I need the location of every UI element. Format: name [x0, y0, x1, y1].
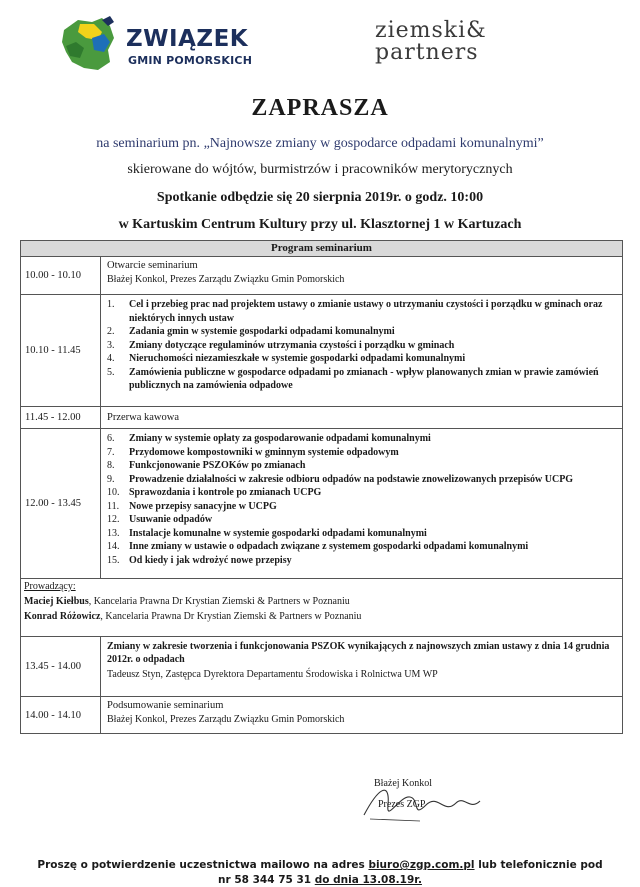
list-item: 15. Od kiedy i jak wdrożyć nowe przepisy — [107, 554, 292, 566]
row-title: Podsumowanie seminarium — [107, 700, 224, 711]
seminar-line — [0, 136, 640, 152]
footer-note: Proszę o potwierdzenie uczestnictwa mailowo na adres biuro@zgp.com.pl lub telefonicznie pod nr 58 344 75 31 do dnia 13.08.19r. — [37, 859, 603, 886]
row-title: Otwarcie seminarium — [107, 260, 198, 271]
list-item: 1. Cel i przebieg prac nad projektem ustawy o zmianie ustawy o utrzymaniu czystości i porządku w gminach oraz niektórych innych ustaw — [107, 299, 603, 324]
program-table — [20, 240, 623, 734]
list-item: 14. Inne zmiany w ustawie o odpadach związane z systemem gospodarki odpadami komunalnymi — [107, 541, 529, 552]
program-header: Program seminarium — [21, 241, 622, 256]
row-title: Przerwa kawowa — [107, 412, 180, 423]
list-item: 3. Zmiany dotyczące regulaminów utrzymania czystości i porządku w gminach — [107, 339, 455, 351]
list-item: 13. Instalacje komunalne w systemie gospodarki odpadami komunalnymi — [107, 527, 427, 539]
table-row — [21, 294, 622, 406]
topic-list-1 — [107, 298, 616, 393]
presenters-header: Prowadzący: — [24, 581, 76, 592]
table-row — [21, 428, 622, 578]
pomerania-map-icon — [58, 12, 122, 74]
signature-role: Prezes ZGP — [378, 799, 426, 810]
meeting-line: Spotkanie odbędzie się 20 sierpnia 2019r. o godz. 10:00 — [156, 190, 484, 205]
list-item: 4. Nieruchomości niezamieszkałe w systemie gospodarki odpadami komunalnymi — [107, 353, 466, 364]
list-item: 10. Sprawozdania i kontrole po zmianach UCPG — [107, 487, 322, 498]
list-item: 8. Funkcjonowanie PSZOKów po zmianach — [107, 460, 306, 471]
logo-title: ZWIĄZEK — [126, 26, 249, 52]
row-time: 14.00 - 14.10 — [21, 697, 101, 733]
signature-block — [360, 775, 540, 835]
zgp-logo — [58, 12, 268, 74]
list-item: 6. Zmiany w systemie opłaty za gospodarowanie odpadami komunalnymi — [107, 433, 431, 444]
list-item: 11. Nowe przepisy sanacyjne w UCPG — [107, 500, 277, 512]
list-item: 12. Usuwanie odpadów — [107, 514, 213, 525]
signature-name: Błażej Konkol — [374, 778, 433, 789]
logo-right-line1: ziemski& — [375, 18, 487, 43]
row-time: 13.45 - 14.00 — [21, 637, 101, 696]
table-row — [21, 696, 622, 733]
seminar-name: „Najnowsze zmiany w gospodarce odpadami komunalnymi” — [203, 136, 544, 151]
table-row — [21, 636, 622, 696]
deadline-text: do dnia 13.08.19r. — [314, 874, 422, 886]
row-title: Zmiany w zakresie tworzenia i funkcjonowania PSZOK wynikających z najnowszych zmian ustawy z dnia 14 grudnia 2012r. o odpadach — [107, 641, 610, 665]
logo-right-line2: partners — [375, 40, 479, 65]
addressed-line: skierowane do wójtów, burmistrzów i pracowników merytorycznych — [127, 162, 513, 177]
topic-list-2 — [107, 432, 616, 567]
row-speaker: Błażej Konkol, Prezes Zarządu Związku Gmin Pomorskich — [107, 274, 345, 285]
seminar-prefix: na seminarium pn. — [96, 136, 204, 151]
list-item: 2. Zadania gmin w systemie gospodarki odpadami komunalnymi — [107, 326, 395, 337]
list-item: 7. Przydomowe kompostowniki w gminnym systemie odpadowym — [107, 446, 399, 458]
row-time: 12.00 - 13.45 — [21, 429, 101, 578]
table-row — [21, 256, 622, 294]
row-speaker: Tadeusz Styn, Zastępca Dyrektora Departamentu Środowiska i Rolnictwa UM WP — [107, 669, 438, 680]
page-title: ZAPRASZA — [251, 95, 389, 121]
table-row — [21, 406, 622, 428]
contact-email-link[interactable]: biuro@zgp.com.pl — [368, 859, 475, 871]
row-time: 10.00 - 10.10 — [21, 257, 101, 294]
place-line: w Kartuskim Centrum Kultury przy ul. Klasztornej 1 w Kartuzach — [118, 217, 522, 232]
ziemski-partners-logo — [375, 18, 565, 68]
presenter-2: Konrad Różowicz, Kancelaria Prawna Dr Krystian Ziemski & Partners w Poznaniu — [24, 611, 362, 622]
row-time: 10.10 - 11.45 — [21, 295, 101, 406]
presenters-row — [21, 578, 622, 636]
list-item: 5. Zamówienia publiczne w gospodarce odpadami po zmianach - wpływ planowanych zmian w prawie zamówień publicznych na zamówienia odpadowe — [107, 366, 599, 391]
presenter-1: Maciej Kiełbus, Kancelaria Prawna Dr Krystian Ziemski & Partners w Poznaniu — [24, 596, 350, 607]
row-time: 11.45 - 12.00 — [21, 407, 101, 428]
row-speaker: Błażej Konkol, Prezes Zarządu Związku Gmin Pomorskich — [107, 714, 345, 725]
logo-subtitle: GMIN POMORSKICH — [128, 54, 253, 67]
list-item: 9. Prowadzenie działalności w zakresie odbioru odpadów na podstawie znowelizowanych przepisów UCPG — [107, 473, 574, 485]
